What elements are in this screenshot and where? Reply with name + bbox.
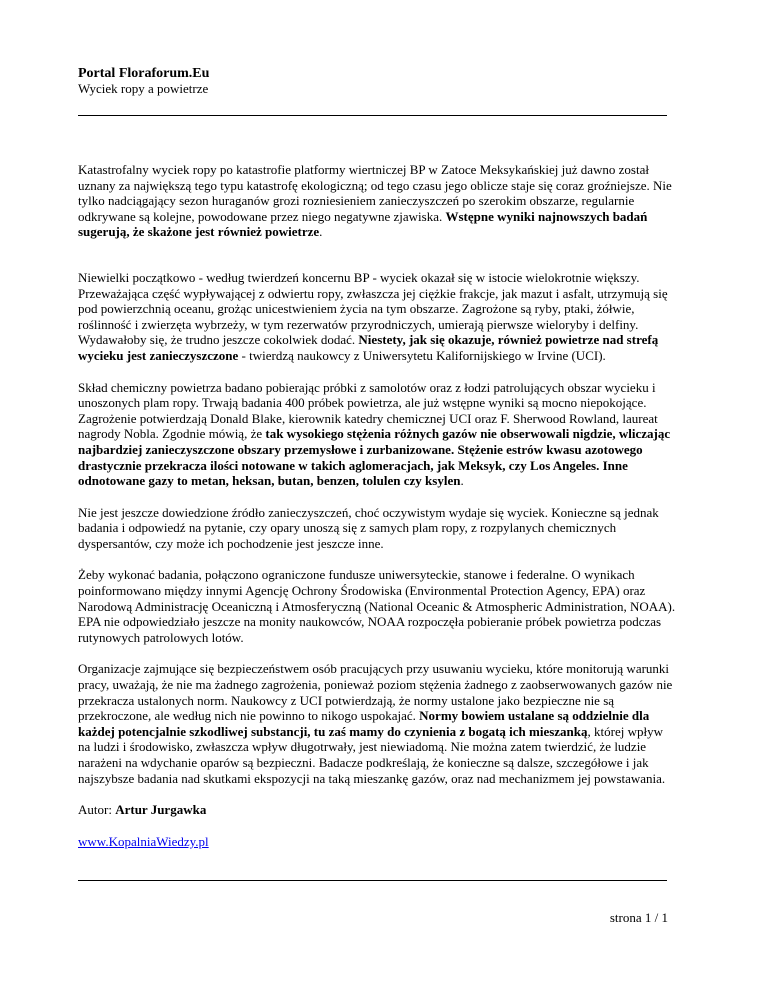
paragraph-text: Katastrofalny wyciek ropy po katastrofie platformy wiertniczej BP w Zatoce Meksykańskiej już dawno został uznany za największą tego typu katastrofę ekologiczną; od tego czasu jego oblicze staje się coraz groźniejsze. Nie tylko nadciągający sezon huraganów grozi rozniesieniem zanieczyszczeń po szerokim obszarze, regularnie odkrywane są kolejne, powodowane przez niego negatywne zjawiska. — [78, 162, 672, 224]
article-subtitle: Wyciek ropy a powietrze — [78, 81, 209, 96]
page-number: strona 1 / 1 — [609, 910, 668, 925]
paragraph-bold: Niestety, jak się okazuje, również powietrze nad strefą wycieku jest zanieczyszczone — [78, 332, 659, 363]
author-line — [78, 802, 678, 818]
paragraph-6 — [78, 661, 678, 786]
paragraph-text: Organizacje zajmujące się bezpieczeństwem osób pracujących przy usuwaniu wycieku, które monitorują warunki pracy, uważają, że nie ma żadnego zagrożenia, ponieważ poziom stężenia żadnego z zaobserwowanych gazów nie przekracza ustalonych norm. Naukowcy z UCI potwierdzają, że normy ustalone jako bezpieczne nie są przekroczone, ale według nich nie powinno to nikogo uspokajać. — [78, 661, 673, 724]
paragraph-3 — [78, 380, 678, 489]
paragraph-2 — [78, 270, 678, 364]
top-divider — [78, 115, 667, 116]
paragraph-tail: . — [460, 473, 464, 489]
paragraph-tail: , której wpływ na ludzi i środowisko, zwłaszcza wpływ długotrwały, jest niewiadomą. Nie można zatem twierdzić, że ludzie narażeni na wdychanie oparów są bezpieczni. Badacze podkreślają, że konieczne są dalsze, szczegółowe i jak najszybsze badania nad skutkami ekspozycji na taką mieszankę gazów, oraz nad mechanizmem jej powstawania. — [78, 723, 666, 786]
author-label: Autor: — [78, 802, 116, 818]
source-line — [78, 834, 678, 850]
paragraph-tail: - twierdzą naukowcy z Uniwersytetu Kalifornijskiego w Irvine (UCI). — [238, 347, 606, 363]
paragraph-tail: . — [319, 224, 323, 240]
paragraph-intro — [78, 162, 678, 240]
paragraph-bold: Wstępne wyniki najnowszych badań sugerują, że skażone jest również powietrze — [78, 208, 648, 240]
author-name: Artur Jurgawka — [115, 802, 207, 818]
paragraph-text: Skład chemiczny powietrza badano pobierając próbki z samolotów oraz z łodzi patrolujących obszar wycieku i unoszonych plam ropy. Trwają badania 400 próbek powietrza, ale już wstępne wyniki są mocno niepokojące. Zagrożenie potwierdzają Donald Blake, kierownik katedry chemicznej UCI oraz F. Sherwood Rowland, laureat nagrody Nobla. Zgodnie mówią, że — [78, 379, 658, 442]
source-link[interactable]: www.KopalniaWiedzy.pl — [78, 833, 209, 849]
site-title: Portal Floraforum.Eu — [78, 66, 210, 81]
paragraph-text: Niewielki początkowo - według twierdzeń koncernu BP - wyciek okazał się w istocie wielokrotnie większy. Przeważająca część wypływającej z odwiertu ropy, zwłaszcza jej ciężkie frakcje, jak mazut i asfalt, utrzymują się pod powierzchnią oceanu, grożąc unicestwieniem życia na tym obszarze. Zagrożone są ryby, ptaki, żółwie, roślinność i zwierzęta wybrzeży, w tym rezerwatów przyrodniczych, umierają pierwsze wieloryby i delfiny. Wydawałoby się, że trudno jeszcze cokolwiek dodać. — [78, 269, 668, 348]
bottom-divider — [78, 880, 667, 881]
paragraph-4: Nie jest jeszcze dowiedzione źródło zanieczyszczeń, choć oczywistym wydaje się wyciek. Konieczne są jednak badania i odpowiedź na pytanie, czy opary unoszą się z samych plam ropy, z rozpylanych chemicznych dyspersantów, czy może ich pochodzenie jest jeszcze inne. — [78, 504, 659, 551]
paragraph-bold: Normy bowiem ustalane są oddzielnie dla każdej potencjalnie szkodliwej substancji, tu zaś mamy do czynienia z bogatą ich mieszanką — [78, 708, 650, 739]
paragraph-bold: tak wysokiego stężenia różnych gazów nie obserwowali nigdzie, wliczając najbardziej zanieczyszczone obszary przemysłowe i zurbanizowane. Stężenie estrów kwasu azotowego drastycznie przekracza ilości notowane w takich aglomeracjach, jak Meksyk, czy Los Angeles. Inne odnotowane gazy to metan, heksan, butan, benzen, tolulen czy ksylen — [78, 426, 671, 489]
article-body — [78, 162, 678, 865]
paragraph-5: Żeby wykonać badania, połączono ograniczone fundusze uniwersyteckie, stanowe i federalne. O wynikach poinformowano między innymi Agencję Ochrony Środowiska (Environmental Protection Agency, EPA) oraz Narodową Administrację Oceaniczną i Atmosferyczną (National Oceanic & Atmospheric Administration, NOAA). EPA nie odpowiedziało jeszcze na monity naukowców, NOAA rozpoczęła pobieranie próbek powietrza podczas rutynowych patrolowych lotów. — [78, 567, 676, 645]
